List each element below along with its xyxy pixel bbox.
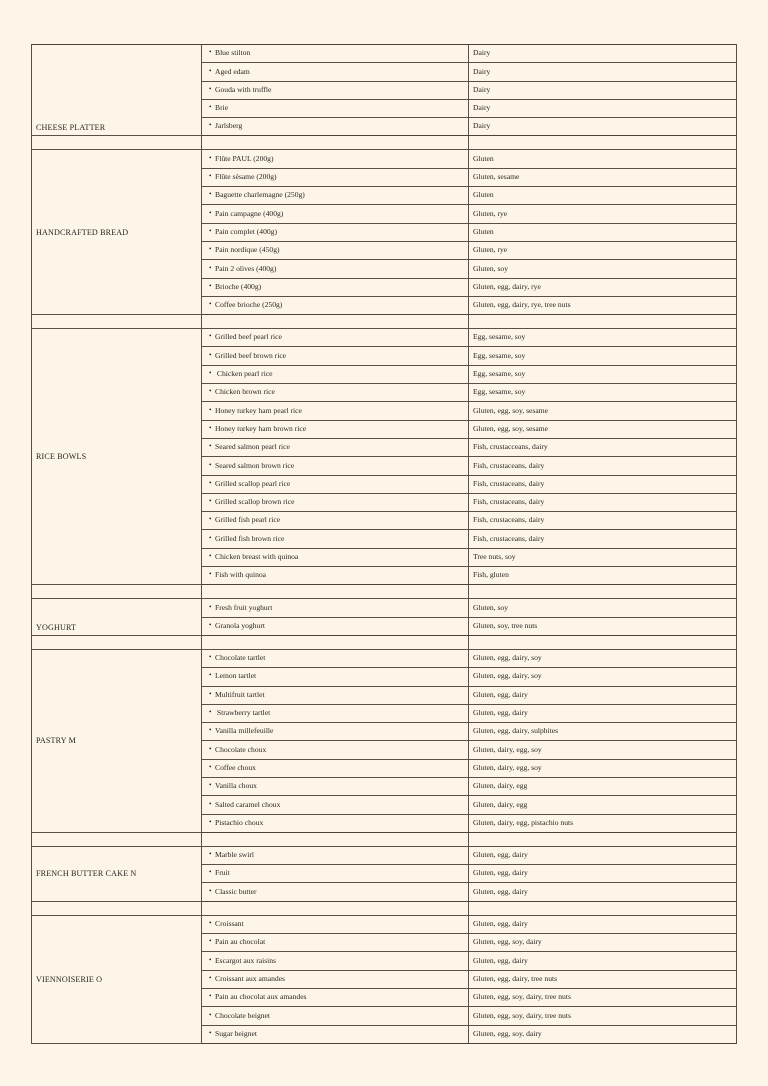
spacer-cell	[469, 635, 737, 649]
bullet-icon: •	[209, 460, 212, 469]
menu-item-label: Escargot aux raisins	[215, 955, 277, 965]
menu-item-label: Fish with quinoa	[215, 570, 267, 580]
spacer-cell	[202, 585, 469, 599]
spacer-cell	[32, 901, 202, 915]
menu-item-label: Croissant aux amandes	[215, 973, 286, 983]
allergens-cell: Fish, crustaceans, dairy	[469, 512, 737, 530]
table-row	[32, 846, 737, 864]
bullet-icon: •	[209, 442, 212, 451]
allergens-cell: Gluten, dairy, egg	[469, 777, 737, 795]
spacer-cell	[32, 315, 202, 329]
allergens-cell: Dairy	[469, 99, 737, 117]
menu-item-label: Classic butter	[215, 886, 257, 896]
allergens-cell: Gluten, egg, dairy, soy	[469, 649, 737, 667]
spacer-cell	[202, 635, 469, 649]
menu-item-cell	[202, 438, 469, 456]
menu-item-label: Grilled scallop pearl rice	[215, 478, 291, 488]
menu-item-cell	[202, 187, 469, 205]
menu-item-label: Jarlsberg	[215, 121, 243, 131]
menu-item-label: Honey turkey ham pearl rice	[215, 405, 302, 415]
bullet-icon: •	[209, 850, 212, 859]
menu-item-cell	[202, 759, 469, 777]
menu-item-label: Pain campagne (400g)	[215, 208, 284, 218]
section-spacer-row	[32, 635, 737, 649]
bullet-icon: •	[209, 66, 212, 75]
menu-item-label: Brie	[215, 103, 229, 113]
menu-item-label: Multifruit tartlet	[215, 689, 265, 699]
menu-item-cell	[202, 649, 469, 667]
bullet-icon: •	[209, 708, 212, 717]
bullet-icon: •	[209, 48, 212, 57]
allergens-cell: Dairy	[469, 63, 737, 81]
spacer-cell	[32, 585, 202, 599]
allergens-cell: Egg, sesame, soy	[469, 329, 737, 347]
menu-item-cell	[202, 777, 469, 795]
menu-item-cell	[202, 915, 469, 933]
allergens-cell: Gluten, soy, tree nuts	[469, 617, 737, 635]
spacer-cell	[202, 832, 469, 846]
menu-item-cell	[202, 970, 469, 988]
menu-item-label: Seared salmon brown rice	[215, 460, 295, 470]
spacer-cell	[469, 136, 737, 150]
allergens-cell: Egg, sesame, soy	[469, 347, 737, 365]
category-label-cell: CHEESE PLATTER	[32, 45, 202, 136]
category-label-cell: VIENNOISERIE O	[32, 915, 202, 1043]
allergens-cell: Dairy	[469, 81, 737, 99]
allergens-cell: Fish, crustaceans, dairy	[469, 457, 737, 475]
menu-item-cell	[202, 988, 469, 1006]
bullet-icon: •	[209, 744, 212, 753]
menu-item-label: Honey turkey ham brown rice	[215, 423, 307, 433]
allergens-cell: Tree nuts, soy	[469, 548, 737, 566]
menu-item-label: Chicken brown rice	[215, 387, 275, 397]
allergens-cell: Gluten, egg, dairy	[469, 865, 737, 883]
allergens-cell: Gluten, rye	[469, 205, 737, 223]
bullet-icon: •	[209, 868, 212, 877]
allergens-cell: Gluten	[469, 150, 737, 168]
menu-item-cell	[202, 493, 469, 511]
bullet-icon: •	[209, 478, 212, 487]
menu-item-cell	[202, 278, 469, 296]
menu-item-cell	[202, 260, 469, 278]
menu-item-cell	[202, 617, 469, 635]
category-label-cell: PASTRY M	[32, 649, 202, 832]
menu-item-cell	[202, 296, 469, 314]
menu-item-label: Salted caramel choux	[215, 799, 281, 809]
allergens-cell: Fish, crustacceans, dairy	[469, 438, 737, 456]
menu-item-label: Aged edam	[215, 66, 250, 76]
spacer-cell	[469, 585, 737, 599]
menu-item-cell	[202, 686, 469, 704]
bullet-icon: •	[209, 570, 212, 579]
allergens-cell: Gluten, egg, soy, sesame	[469, 402, 737, 420]
allergens-cell: Gluten, egg, dairy, rye, tree nuts	[469, 296, 737, 314]
menu-item-cell	[202, 1007, 469, 1025]
menu-item-label: Grilled fish brown rice	[215, 533, 285, 543]
menu-item-label: Granola yoghurt	[215, 620, 265, 630]
menu-item-cell	[202, 45, 469, 63]
bullet-icon: •	[209, 208, 212, 217]
spacer-cell	[202, 315, 469, 329]
menu-item-label: Grilled fish pearl rice	[215, 515, 281, 525]
menu-item-label: Marble swirl	[215, 850, 255, 860]
allergens-cell: Gluten, soy	[469, 260, 737, 278]
menu-item-label: Fruit	[215, 868, 230, 878]
allergens-cell: Gluten, egg, soy, dairy	[469, 934, 737, 952]
spacer-cell	[469, 315, 737, 329]
allergens-cell: Gluten, egg, dairy	[469, 952, 737, 970]
allergens-cell: Gluten, egg, dairy	[469, 704, 737, 722]
menu-item-label: Chocolate tartlet	[215, 653, 266, 663]
allergens-cell: Fish, crustaceans, dairy	[469, 530, 737, 548]
menu-item-label: Vanilla millefeuille	[215, 726, 274, 736]
section-spacer-row	[32, 136, 737, 150]
allergens-cell: Fish, crustaceans, dairy	[469, 493, 737, 511]
section-spacer-row	[32, 901, 737, 915]
spacer-cell	[202, 901, 469, 915]
menu-item-cell	[202, 205, 469, 223]
bullet-icon: •	[209, 497, 212, 506]
menu-item-label: Grilled beef brown rice	[215, 350, 287, 360]
table-row	[32, 150, 737, 168]
bullet-icon: •	[209, 799, 212, 808]
menu-item-label: Chicken breast with quinoa	[215, 552, 299, 561]
allergens-cell: Gluten, egg, dairy	[469, 883, 737, 901]
menu-item-label: Seared salmon pearl rice	[215, 442, 290, 452]
spacer-cell	[32, 832, 202, 846]
table-row	[32, 329, 737, 347]
allergens-cell: Gluten, egg, dairy, rye	[469, 278, 737, 296]
table-row	[32, 915, 737, 933]
bullet-icon: •	[209, 937, 212, 946]
category-label-cell: RICE BOWLS	[32, 329, 202, 585]
bullet-icon: •	[209, 817, 212, 826]
bullet-icon: •	[209, 172, 212, 181]
spacer-cell	[32, 635, 202, 649]
bullet-icon: •	[209, 153, 212, 162]
menu-item-label: Grilled scallop brown rice	[215, 497, 295, 507]
section-spacer-row	[32, 585, 737, 599]
menu-item-cell	[202, 347, 469, 365]
menu-item-label: Fresh fruit yoghurt	[215, 602, 273, 612]
allergens-cell: Dairy	[469, 118, 737, 136]
bullet-icon: •	[209, 387, 212, 396]
bullet-icon: •	[209, 973, 212, 982]
allergens-cell: Gluten, dairy, egg, soy	[469, 759, 737, 777]
bullet-icon: •	[209, 84, 212, 93]
menu-item-label: Gouda with truffle	[215, 84, 272, 94]
bullet-icon: •	[209, 671, 212, 680]
allergens-cell: Gluten, soy	[469, 599, 737, 617]
menu-item-label: Croissant	[215, 919, 244, 929]
allergens-cell: Fish, gluten	[469, 567, 737, 585]
menu-item-label: Chicken pearl rice	[215, 369, 273, 379]
bullet-icon: •	[209, 620, 212, 629]
menu-item-label: Pistachio choux	[215, 817, 264, 827]
menu-item-label: Pain complet (400g)	[215, 226, 278, 236]
bullet-icon: •	[209, 515, 212, 524]
menu-item-cell	[202, 846, 469, 864]
bullet-icon: •	[209, 955, 212, 964]
menu-table-body	[32, 45, 737, 1044]
bullet-icon: •	[209, 653, 212, 662]
section-spacer-row	[32, 832, 737, 846]
menu-item-cell	[202, 384, 469, 402]
menu-item-cell	[202, 241, 469, 259]
bullet-icon: •	[209, 121, 212, 130]
allergen-menu-table	[31, 44, 737, 1044]
menu-item-label: Vanilla choux	[215, 781, 257, 791]
table-row	[32, 599, 737, 617]
bullet-icon: •	[209, 190, 212, 199]
bullet-icon: •	[209, 332, 212, 341]
allergens-cell: Gluten, egg, dairy, sulphites	[469, 723, 737, 741]
bullet-icon: •	[209, 281, 212, 290]
menu-item-cell	[202, 402, 469, 420]
menu-item-cell	[202, 329, 469, 347]
allergens-cell: Egg, sesame, soy	[469, 365, 737, 383]
allergens-cell: Gluten, egg, soy, sesame	[469, 420, 737, 438]
allergens-cell: Gluten, egg, soy, dairy, tree nuts	[469, 1007, 737, 1025]
bullet-icon: •	[209, 689, 212, 698]
menu-item-cell	[202, 814, 469, 832]
menu-item-cell	[202, 865, 469, 883]
bullet-icon: •	[209, 369, 212, 378]
menu-item-label: Brioche (400g)	[215, 281, 262, 291]
menu-item-cell	[202, 741, 469, 759]
allergens-cell: Gluten, egg, dairy	[469, 686, 737, 704]
menu-item-label: Flûte sésame (200g)	[215, 172, 277, 182]
table-row	[32, 45, 737, 63]
menu-item-label: Lemon tartlet	[215, 671, 257, 681]
bullet-icon: •	[209, 726, 212, 735]
bullet-icon: •	[209, 1028, 212, 1037]
bullet-icon: •	[209, 423, 212, 432]
menu-item-cell	[202, 796, 469, 814]
spacer-cell	[469, 832, 737, 846]
bullet-icon: •	[209, 103, 212, 112]
bullet-icon: •	[209, 992, 212, 1001]
spacer-cell	[32, 136, 202, 150]
table-row	[32, 649, 737, 667]
allergens-cell: Gluten, rye	[469, 241, 737, 259]
menu-item-label: Blue stilton	[215, 48, 251, 58]
menu-item-cell	[202, 99, 469, 117]
menu-item-cell	[202, 457, 469, 475]
menu-item-cell	[202, 530, 469, 548]
menu-item-label: Pain nordique (450g)	[215, 245, 280, 255]
menu-item-cell	[202, 934, 469, 952]
menu-item-cell	[202, 365, 469, 383]
menu-item-cell	[202, 475, 469, 493]
bullet-icon: •	[209, 350, 212, 359]
allergens-cell: Gluten, egg, soy, dairy, tree nuts	[469, 988, 737, 1006]
menu-item-cell	[202, 567, 469, 585]
bullet-icon: •	[209, 245, 212, 254]
menu-item-label: Grilled beef pearl rice	[215, 332, 282, 342]
menu-item-label: Chocolate beignet	[215, 1010, 271, 1020]
menu-item-label: Baguette charlemagne (250g)	[215, 190, 305, 200]
category-label-cell: FRENCH BUTTER CAKE N	[32, 846, 202, 901]
bullet-icon: •	[209, 919, 212, 928]
menu-item-cell	[202, 63, 469, 81]
bullet-icon: •	[209, 602, 212, 611]
allergens-cell: Gluten, dairy, egg, pistachio nuts	[469, 814, 737, 832]
allergens-cell: Gluten, dairy, egg, soy	[469, 741, 737, 759]
bullet-icon: •	[209, 781, 212, 790]
menu-item-cell	[202, 150, 469, 168]
allergens-cell: Gluten, egg, dairy, tree nuts	[469, 970, 737, 988]
bullet-icon: •	[209, 533, 212, 542]
bullet-icon: •	[209, 405, 212, 414]
category-label-cell: HANDCRAFTED BREAD	[32, 150, 202, 315]
allergens-cell: Egg, sesame, soy	[469, 384, 737, 402]
allergens-cell: Gluten	[469, 223, 737, 241]
allergens-cell: Gluten, dairy, egg	[469, 796, 737, 814]
allergens-cell: Dairy	[469, 45, 737, 63]
menu-item-label: Strawberry tartlet	[215, 708, 271, 718]
menu-item-label: Flûte PAUL (200g)	[215, 153, 274, 163]
menu-item-label: Coffee choux	[215, 762, 256, 772]
menu-item-cell	[202, 420, 469, 438]
menu-item-cell	[202, 512, 469, 530]
section-spacer-row	[32, 315, 737, 329]
menu-item-cell	[202, 81, 469, 99]
allergens-cell: Gluten, sesame	[469, 168, 737, 186]
menu-item-cell	[202, 1025, 469, 1043]
bullet-icon: •	[209, 762, 212, 771]
menu-item-label: Pain au chocolat aux amandes	[215, 992, 307, 1002]
bullet-icon: •	[209, 552, 212, 560]
menu-item-label: Pain au chocolat	[215, 937, 266, 947]
menu-item-cell	[202, 223, 469, 241]
allergens-cell: Gluten, egg, soy, dairy	[469, 1025, 737, 1043]
menu-item-label: Pain 2 olives (400g)	[215, 263, 277, 273]
bullet-icon: •	[209, 226, 212, 235]
bullet-icon: •	[209, 300, 212, 309]
menu-item-cell	[202, 118, 469, 136]
allergens-cell: Fish, crustaceans, dairy	[469, 475, 737, 493]
allergens-cell: Gluten, egg, dairy	[469, 846, 737, 864]
menu-item-label: Chocolate choux	[215, 744, 267, 754]
menu-item-cell	[202, 883, 469, 901]
allergens-cell: Gluten, egg, dairy	[469, 915, 737, 933]
menu-item-cell	[202, 548, 469, 566]
menu-item-cell	[202, 168, 469, 186]
bullet-icon: •	[209, 1010, 212, 1019]
allergens-cell: Gluten	[469, 187, 737, 205]
spacer-cell	[202, 136, 469, 150]
menu-item-cell	[202, 668, 469, 686]
menu-item-cell	[202, 599, 469, 617]
bullet-icon: •	[209, 263, 212, 272]
spacer-cell	[469, 901, 737, 915]
allergens-cell: Gluten, egg, dairy, soy	[469, 668, 737, 686]
menu-item-cell	[202, 723, 469, 741]
menu-item-label: Sugar beignet	[215, 1028, 257, 1038]
category-label-cell: YOGHURT	[32, 599, 202, 636]
bullet-icon: •	[209, 886, 212, 895]
menu-item-cell	[202, 704, 469, 722]
menu-item-cell	[202, 952, 469, 970]
menu-item-label: Coffee brioche (250g)	[215, 300, 283, 310]
